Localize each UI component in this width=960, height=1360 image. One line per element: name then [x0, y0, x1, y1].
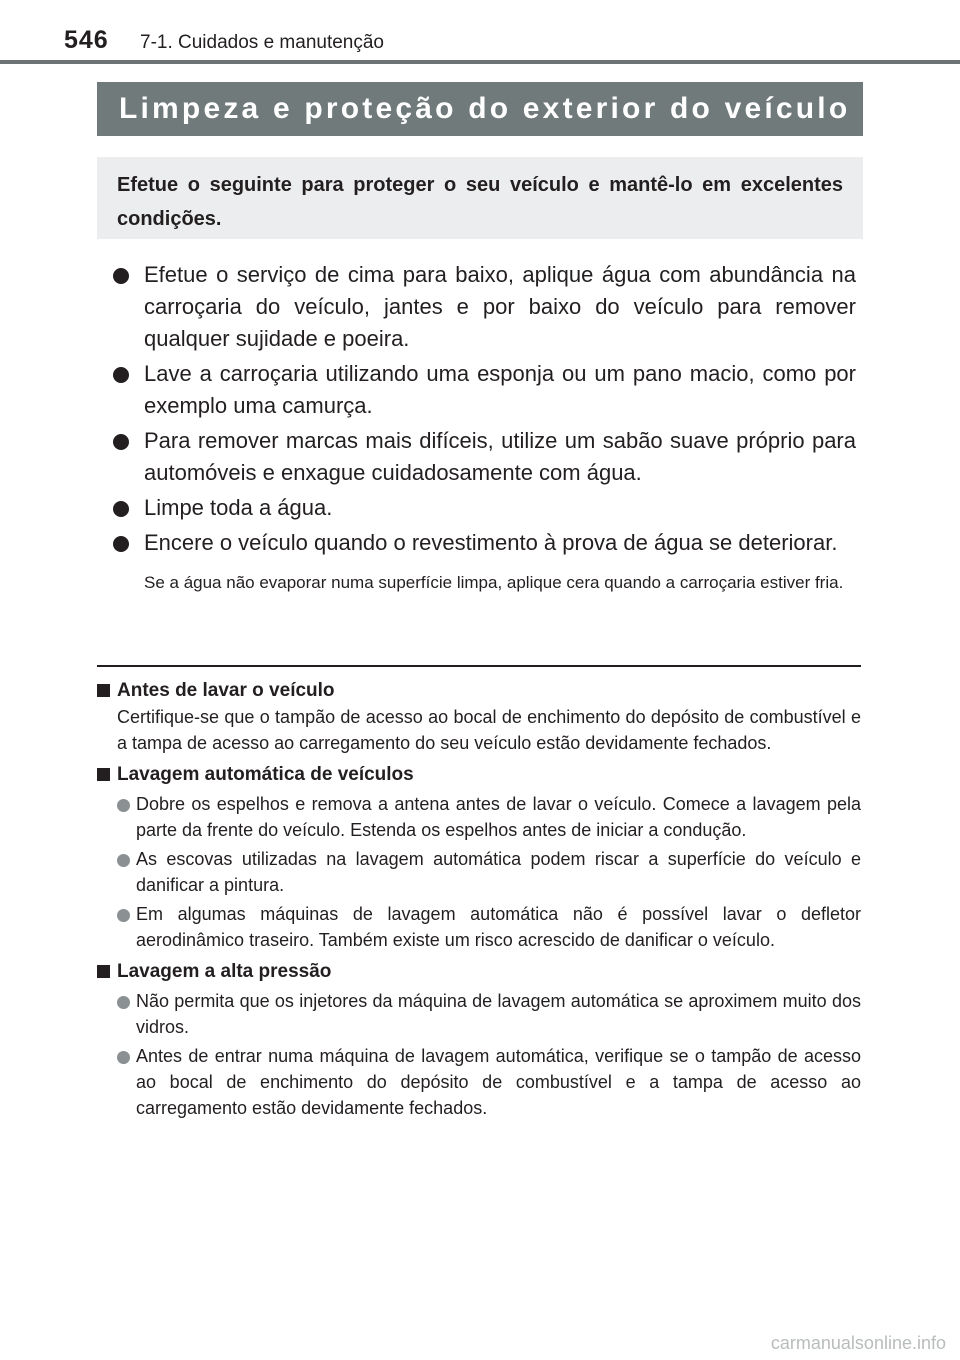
list-item — [112, 492, 856, 524]
sub-list-item — [97, 901, 861, 953]
list-item — [112, 527, 856, 559]
note-heading-text: Antes de lavar o veículo — [117, 680, 335, 701]
list-item — [112, 358, 856, 422]
page-number: 546 — [64, 26, 109, 54]
bullet-icon — [113, 268, 129, 284]
bullet-icon — [113, 536, 129, 552]
sub-list-item — [97, 988, 861, 1040]
dot-bullet-icon — [117, 909, 130, 922]
square-bullet-icon — [97, 965, 110, 978]
list-item-text: Encere o veículo quando o revestimento à prova de água se deteriorar. — [144, 530, 838, 555]
list-item-text: Efetue o serviço de cima para baixo, aplique água com abundância na carroçaria do veículo, jantes e por baixo do veículo para remover qualquer sujidade e poeira. — [144, 262, 856, 351]
title-bar — [97, 82, 863, 136]
sub-list-item-text: As escovas utilizadas na lavagem automática podem riscar a superfície do veículo e danificar a pintura. — [136, 849, 861, 895]
list-item-text: Para remover marcas mais difíceis, utilize um sabão suave próprio para automóveis e enxague cuidadosamente com água. — [144, 428, 856, 485]
note-heading-text: Lavagem automática de veículos — [117, 764, 414, 785]
bullet-icon — [113, 367, 129, 383]
note-body: Certifique-se que o tampão de acesso ao bocal de enchimento do depósito de combustível e a tampa de acesso ao carregamento do seu veículo estão devidamente fechados. — [117, 707, 861, 753]
note-section-before-washing — [97, 678, 861, 756]
main-list — [112, 259, 856, 595]
square-bullet-icon — [97, 768, 110, 781]
list-item — [112, 259, 856, 355]
list-item — [112, 425, 856, 489]
page-header — [0, 0, 960, 70]
sub-list-item-text: Antes de entrar numa máquina de lavagem automática, verifique se o tampão de acesso ao bocal de enchimento do depósito de combustível e a tampa de acesso ao carregamento estão devidamente fechados. — [136, 1046, 861, 1118]
intro-text: Efetue o seguinte para proteger o seu veículo e mantê-lo em excelentes condições. — [117, 174, 843, 230]
main-note: Se a água não evaporar numa superfície limpa, aplique cera quando a carroçaria estiver fria. — [144, 573, 844, 592]
dot-bullet-icon — [117, 1051, 130, 1064]
notes — [97, 678, 861, 1127]
page-title: Limpeza e proteção do exterior do veículo — [119, 92, 851, 125]
section-label: 7-1. Cuidados e manutenção — [140, 32, 384, 53]
note-heading — [97, 762, 861, 788]
watermark: carmanualsonline.info — [770, 1333, 946, 1353]
bullet-icon — [113, 434, 129, 450]
section-divider — [97, 665, 861, 667]
sub-list-item-text: Em algumas máquinas de lavagem automática não é possível lavar o defletor aerodinâmico traseiro. Também existe um risco acrescido de danificar o veículo. — [136, 904, 861, 950]
sub-list-item-text: Dobre os espelhos e remova a antena antes de lavar o veículo. Comece a lavagem pela parte da frente do veículo. Estenda os espelhos antes de iniciar a condução. — [136, 794, 861, 840]
dot-bullet-icon — [117, 799, 130, 812]
sub-list-item-text: Não permita que os injetores da máquina de lavagem automática se aproximem muito dos vidros. — [136, 991, 861, 1037]
note-heading — [97, 678, 861, 704]
note-section-automatic-wash — [97, 762, 861, 953]
header-rule — [0, 60, 960, 64]
dot-bullet-icon — [117, 996, 130, 1009]
note-section-high-pressure-wash — [97, 959, 861, 1121]
note-heading — [97, 959, 861, 985]
note-heading-text: Lavagem a alta pressão — [117, 961, 332, 982]
sub-list-item — [97, 846, 861, 898]
list-item-text: Limpe toda a água. — [144, 495, 333, 520]
intro-box — [97, 157, 863, 239]
sub-list-item — [97, 1043, 861, 1121]
list-item-text: Lave a carroçaria utilizando uma esponja ou um pano macio, como por exemplo uma camurça. — [144, 361, 856, 418]
bullet-icon — [113, 501, 129, 517]
square-bullet-icon — [97, 684, 110, 697]
dot-bullet-icon — [117, 854, 130, 867]
sub-list-item — [97, 791, 861, 843]
